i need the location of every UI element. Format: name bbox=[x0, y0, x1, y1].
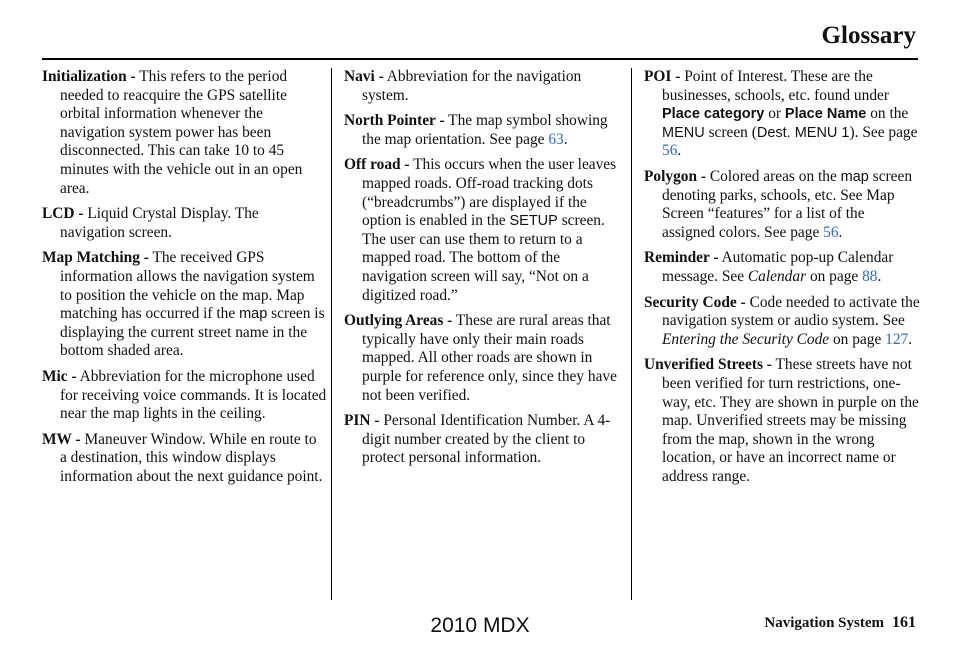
page-link[interactable]: 88 bbox=[862, 267, 878, 285]
cross-reference: Entering the Security Code bbox=[662, 330, 830, 348]
page-title: Glossary bbox=[821, 22, 916, 49]
term: POI - bbox=[644, 68, 681, 85]
ui-label-place-category: Place category bbox=[662, 106, 765, 123]
definition: Point of Interest. These are the businesses, schools, etc. found under bbox=[662, 68, 889, 104]
entry-poi: POI - Point of Interest. These are the businesses, schools, etc. found under Place category or Place Name on the MENU screen (Dest. MENU 1). See page 56. bbox=[644, 68, 918, 160]
definition: Abbreviation for the navigation system. bbox=[362, 68, 582, 104]
page-link[interactable]: 127 bbox=[885, 330, 909, 348]
entry-pin bbox=[344, 412, 619, 468]
entry-outlying-areas bbox=[344, 312, 619, 405]
definition-on: on the bbox=[870, 105, 909, 123]
watermark: 2010 MDX bbox=[430, 614, 530, 637]
entry-mic bbox=[42, 368, 327, 424]
definition: Colored areas on the bbox=[709, 167, 837, 185]
ui-label-setup: SETUP bbox=[509, 213, 558, 230]
term: Polygon - bbox=[644, 167, 706, 185]
entry-map-matching bbox=[42, 249, 327, 361]
definition-cont: on page bbox=[832, 330, 882, 348]
ui-label-menu: MENU bbox=[662, 124, 705, 141]
definition-cont: ). See page bbox=[849, 123, 918, 141]
definition: Liquid Crystal Display. The navigation screen. bbox=[60, 205, 259, 241]
term: Outlying Areas - bbox=[344, 312, 453, 330]
entry-north-pointer: North Pointer - The map symbol showing the map orientation. See page 63. bbox=[344, 112, 608, 148]
definition: Automatic pop-up Calendar message. See bbox=[662, 249, 894, 285]
entry-initialization bbox=[42, 68, 327, 198]
definition: Abbreviation for the microphone used for receiving voice commands. It is located near the map lights in the ceiling. bbox=[60, 367, 327, 423]
page-footer bbox=[764, 614, 916, 632]
entry-navi bbox=[344, 68, 619, 105]
term: LCD - bbox=[42, 205, 84, 223]
ui-label-dest-menu: Dest. MENU 1 bbox=[756, 124, 850, 141]
entry-mw bbox=[42, 431, 327, 487]
term: North Pointer - bbox=[344, 112, 445, 130]
glossary-column-2 bbox=[344, 68, 619, 475]
term: Reminder - bbox=[644, 249, 719, 267]
entry-security-code: Security Code - Code needed to activate the navigation system or audio system. See Entering the Security Code on page 127. bbox=[644, 293, 920, 348]
definition: The map symbol showing the map orientation. See page bbox=[362, 112, 608, 148]
definition-cont: on page bbox=[809, 267, 859, 285]
term: Navi - bbox=[344, 68, 384, 85]
column-divider-2 bbox=[631, 68, 632, 600]
page-link[interactable]: 56 bbox=[662, 142, 678, 160]
entry-off-road bbox=[344, 156, 619, 305]
page-link[interactable]: 63 bbox=[548, 130, 564, 148]
page-link[interactable]: 56 bbox=[823, 223, 839, 241]
column-divider-1 bbox=[331, 68, 332, 600]
ui-label-map: map bbox=[239, 306, 268, 323]
definition: This occurs when the user leaves mapped roads. Off-road tracking dots (“breadcrumbs”) are displayed if the option is enabled in the bbox=[362, 156, 617, 230]
definition: These streets have not been verified for turn restrictions, one-way, etc. They are shown in purple on the map. Unverified streets may be missing from the map, shown in the wrong location, or have an incorrect name or address range. bbox=[662, 356, 919, 485]
ui-label-map: map bbox=[840, 168, 869, 185]
term: Mic - bbox=[42, 367, 77, 385]
term: Off road - bbox=[344, 156, 410, 174]
term: MW - bbox=[42, 430, 81, 448]
definition-cont: screen. The user can use them to return to a mapped road. The bottom of the navigation screen will say, “Not on a digitized road.” bbox=[362, 212, 605, 304]
entry-reminder: Reminder - Automatic pop-up Calendar message. See Calendar on page 88. bbox=[644, 249, 894, 285]
definition: This refers to the period needed to reacquire the GPS satellite orbital information whenever the navigation system power has been disconnected. This can take 10 to 45 minutes with the vehicle out in an open area. bbox=[60, 68, 303, 197]
definition-screen: screen ( bbox=[708, 123, 757, 141]
cross-reference: Calendar bbox=[747, 267, 807, 285]
term: PIN - bbox=[344, 412, 380, 430]
entry-unverified-streets bbox=[644, 356, 920, 486]
term: Unverified Streets - bbox=[644, 356, 772, 374]
glossary-column-1 bbox=[42, 68, 327, 493]
definition: The received GPS information allows the navigation system to position the vehicle on the map. Map matching has occurred if the bbox=[60, 249, 315, 323]
term: Security Code - bbox=[644, 293, 746, 311]
definition-cont: screen denoting parks, schools, etc. See Map Screen “features” for a list of the assigned colors. See page bbox=[662, 167, 913, 241]
header-rule bbox=[42, 58, 918, 60]
definition-or: or bbox=[768, 105, 782, 123]
term: Initialization - bbox=[42, 68, 136, 85]
footer-section: Navigation System bbox=[764, 615, 884, 631]
definition-cont: screen is displaying the current street name in the bottom shaded area. bbox=[60, 305, 325, 360]
entry-lcd bbox=[42, 205, 327, 242]
page-number: 161 bbox=[892, 614, 916, 631]
ui-label-place-name: Place Name bbox=[784, 106, 867, 123]
glossary-column-3 bbox=[644, 68, 920, 493]
term: Map Matching - bbox=[42, 249, 149, 267]
definition: Maneuver Window. While en route to a destination, this window displays information about the next guidance point. bbox=[60, 430, 323, 485]
definition: Personal Identification Number. A 4-digit number created by the client to protect personal information. bbox=[362, 412, 611, 467]
definition: Code needed to activate the navigation system or audio system. See bbox=[662, 293, 920, 330]
entry-polygon: Polygon - Colored areas on the map screen denoting parks, schools, etc. See Map Screen “features” for a list of the assigned colors. See page 56. bbox=[644, 167, 913, 241]
definition: These are rural areas that typically have only their main roads mapped. All other roads are shown in purple for reference only, since they have not been verified. bbox=[362, 312, 617, 404]
